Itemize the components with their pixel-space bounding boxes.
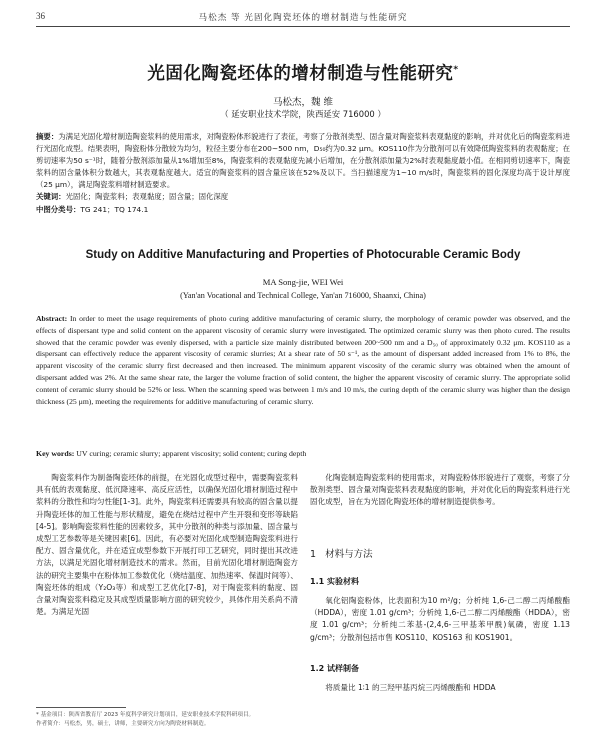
abstract-cn-label: 摘要： xyxy=(36,132,59,141)
preparation-paragraph: 将质量比 1∶1 的三羟甲基丙烷三丙烯酸酯和 HDDA xyxy=(325,683,496,692)
abstract-cn-text: 为满足光固化增材制造陶瓷浆料的使用需求，对陶瓷粉体形貌进行了表征，考察了分散剂类型、固含量对陶瓷浆料表观黏度的影响，并对优化后的陶瓷浆料进行光固化成型。结果表明，陶瓷粉体分散较为均匀，粒径主要分布在200~500 nm，D₅₀约为0.32 μm。KOS110作为分散剂可以有效降低陶瓷浆料的表观黏度；在剪切速率为50 s⁻¹时，随着分散剂添加量从1%增加至8%，陶瓷浆料的表观黏度先减小后增加，在分散剂添加量为2%时表观黏度最小值。在相同剪切速率下，陶瓷浆料的固含量体积分数越大，其表观黏度越大。适宜的陶瓷浆料的固含量应该在52%及以下。当扫描速度为1~10 m/s时，陶瓷浆料的固化深度均高于设计厚度（25 μm），满足陶瓷浆料增材制造要求。 xyxy=(36,132,570,190)
abstract-cn xyxy=(36,131,570,216)
body-column-right xyxy=(310,472,570,509)
clc-text: TG 241；TQ 174.1 xyxy=(80,204,149,214)
keywords-cn-text: 光固化；陶瓷浆料；表观黏度；固含量；固化深度 xyxy=(65,192,229,202)
clc-label: 中图分类号： xyxy=(36,204,81,214)
section-number: 1 xyxy=(310,549,317,560)
header-rule xyxy=(36,26,570,27)
footnote-funding: * 基金项目：陕西省教育厅 2023 年度科学研究计划项目，延安职业技术学院科研项目。 xyxy=(36,712,255,718)
section-title: 材料与方法 xyxy=(325,549,373,560)
title-footnote-mark: * xyxy=(453,65,459,76)
body-column-left xyxy=(36,472,298,618)
abstract-en-text: In order to meet the usage requirements of photo curing additive manufacturing of ceramic slurry, the morphology of ceramic powder was observed, and the effects of dispersant type and solid content on the apparent viscosity of ceramic slurry were investigated. The optimized ceramic slurry was then photo cured. The results showed that the ceramic powder was evenly dispersed, with a particle size mainly distributed between 200~500 nm and a D₅₀ of approximately 0.32 μm. KOS110 as a dispersant can effectively reduce the apparent viscosity of ceramic slurries; At a shear rate of 50 s⁻¹, as the amount of dispersant added increased from 1% to 8%, the apparent viscosity of the ceramic slurry first decreased and then increased. The minimum apparent viscosity of the ceramic slurry was obtained when the amount of dispersant added was 2%. At the same shear rate, the larger the volume fraction of solid content, the higher the apparent viscosity of ceramic slurry. The appropriate solid content of ceramic slurry should be 52% or less. When the scanning speed was between 1 m/s and 10 m/s, the curing depth of the ceramic slurry was higher than the design thickness (25 μm), meeting the requirements for additive manufacturing of ceramic slurry. xyxy=(36,314,571,406)
keywords-cn-label: 关键词： xyxy=(36,192,66,202)
intro-paragraph: 陶瓷浆料作为制备陶瓷坯体的前提，在光固化成型过程中，需要陶瓷浆料具有低的表观黏度、低沉降速率、高反应活性，以确保光固化增材制造过程中浆料的分散性和均匀性能[1-3]。此外，陶瓷浆料还需要具有较高的固含量以提升陶瓷坯体的加工性能与形状精度，避免在烧结过程中产生开裂和变形等缺陷[4-5]。影响陶瓷浆料性能的因素较多，其中分散剂的种类与添加量、固含量与成型工艺参数等是关键因素[6]。因此，有必要对光固化成型制造陶瓷浆料进行配方、固含量优化，并在适宜成型参数下开展打印工艺研究，同时提出其改进方法，以满足光固化增材制造技术的需求。然而，目前光固化增材制造陶瓷方法的研究主要集中在粉体加工参数优化（烧结温度、加热速率、保温时间等）、陶瓷坯体的组成（Y₂O₃等）和成型工艺优化[7-8]，对于陶瓷浆料的黏度、固含量对陶瓷浆料稳定及其成型质量影响方面的研究较少，具体作用关系尚不清楚。为满足光固 xyxy=(36,473,298,617)
running-header xyxy=(36,11,570,25)
section-heading-1 xyxy=(310,546,373,560)
abstract-en-label: Abstract: xyxy=(36,314,68,323)
intro-paragraph-continued: 化陶瓷制造陶瓷浆料的使用需求，对陶瓷粉体形貌进行了观察，考察了分散剂类型、固含量对陶瓷浆料表观黏度的影响，并对优化后的陶瓷浆料进行光固化成型，旨在为光固化陶瓷坯体的增材制造提供参考。 xyxy=(310,473,570,507)
footnote-rule xyxy=(36,707,126,708)
running-title: 马松杰 等 光固化陶瓷坯体的增材制造与性能研究 xyxy=(198,13,408,23)
keywords-en xyxy=(36,449,570,458)
authors-cn: 马松杰，魏 维 xyxy=(272,97,334,108)
keywords-en-text: UV curing; ceramic slurry; apparent viscosity; solid content; curing depth xyxy=(76,449,307,458)
footnote-author: 作者简介：马松杰，男，硕士，讲师，主要研究方向为陶瓷材料制造。 xyxy=(36,721,210,727)
paper-title-en: Study on Additive Manufacturing and Properties of Photocurable Ceramic Body xyxy=(85,249,521,261)
affiliation-cn: （ 延安职业技术学院，陕西延安 716000 ） xyxy=(220,109,386,119)
keywords-en-label: Key words: xyxy=(36,449,75,458)
abstract-en xyxy=(36,313,570,407)
materials-paragraph: 氧化铝陶瓷粉体，比表面积为10 m²/g；分析纯 1,6-己二醇二丙烯酸酯（HDDA），密度 1.01 g/cm³；分析纯 1,6-己二醇二丙烯酸酯（HDDA），密度 1.01 g/cm³；分析纯二苯基-(2,4,6-三甲基苯甲酰)氧磷，密度 1.13 g/cm³；分散剂包括市售 KOS110、KOS163 和 KOS1901。 xyxy=(310,596,570,642)
paper-title-cn: 光固化陶瓷坯体的增材制造与性能研究* xyxy=(147,64,459,84)
affiliation-en: (Yan'an Vocational and Technical College, Yan'an 716000, Shaanxi, China) xyxy=(180,291,426,300)
subsection-heading-1-2: 1.2 试样制备 xyxy=(310,664,359,673)
authors-en: MA Song-jie, WEI Wei xyxy=(262,277,344,287)
subsection-heading-1-1: 1.1 实验材料 xyxy=(310,577,359,586)
page-number: 36 xyxy=(36,11,45,21)
